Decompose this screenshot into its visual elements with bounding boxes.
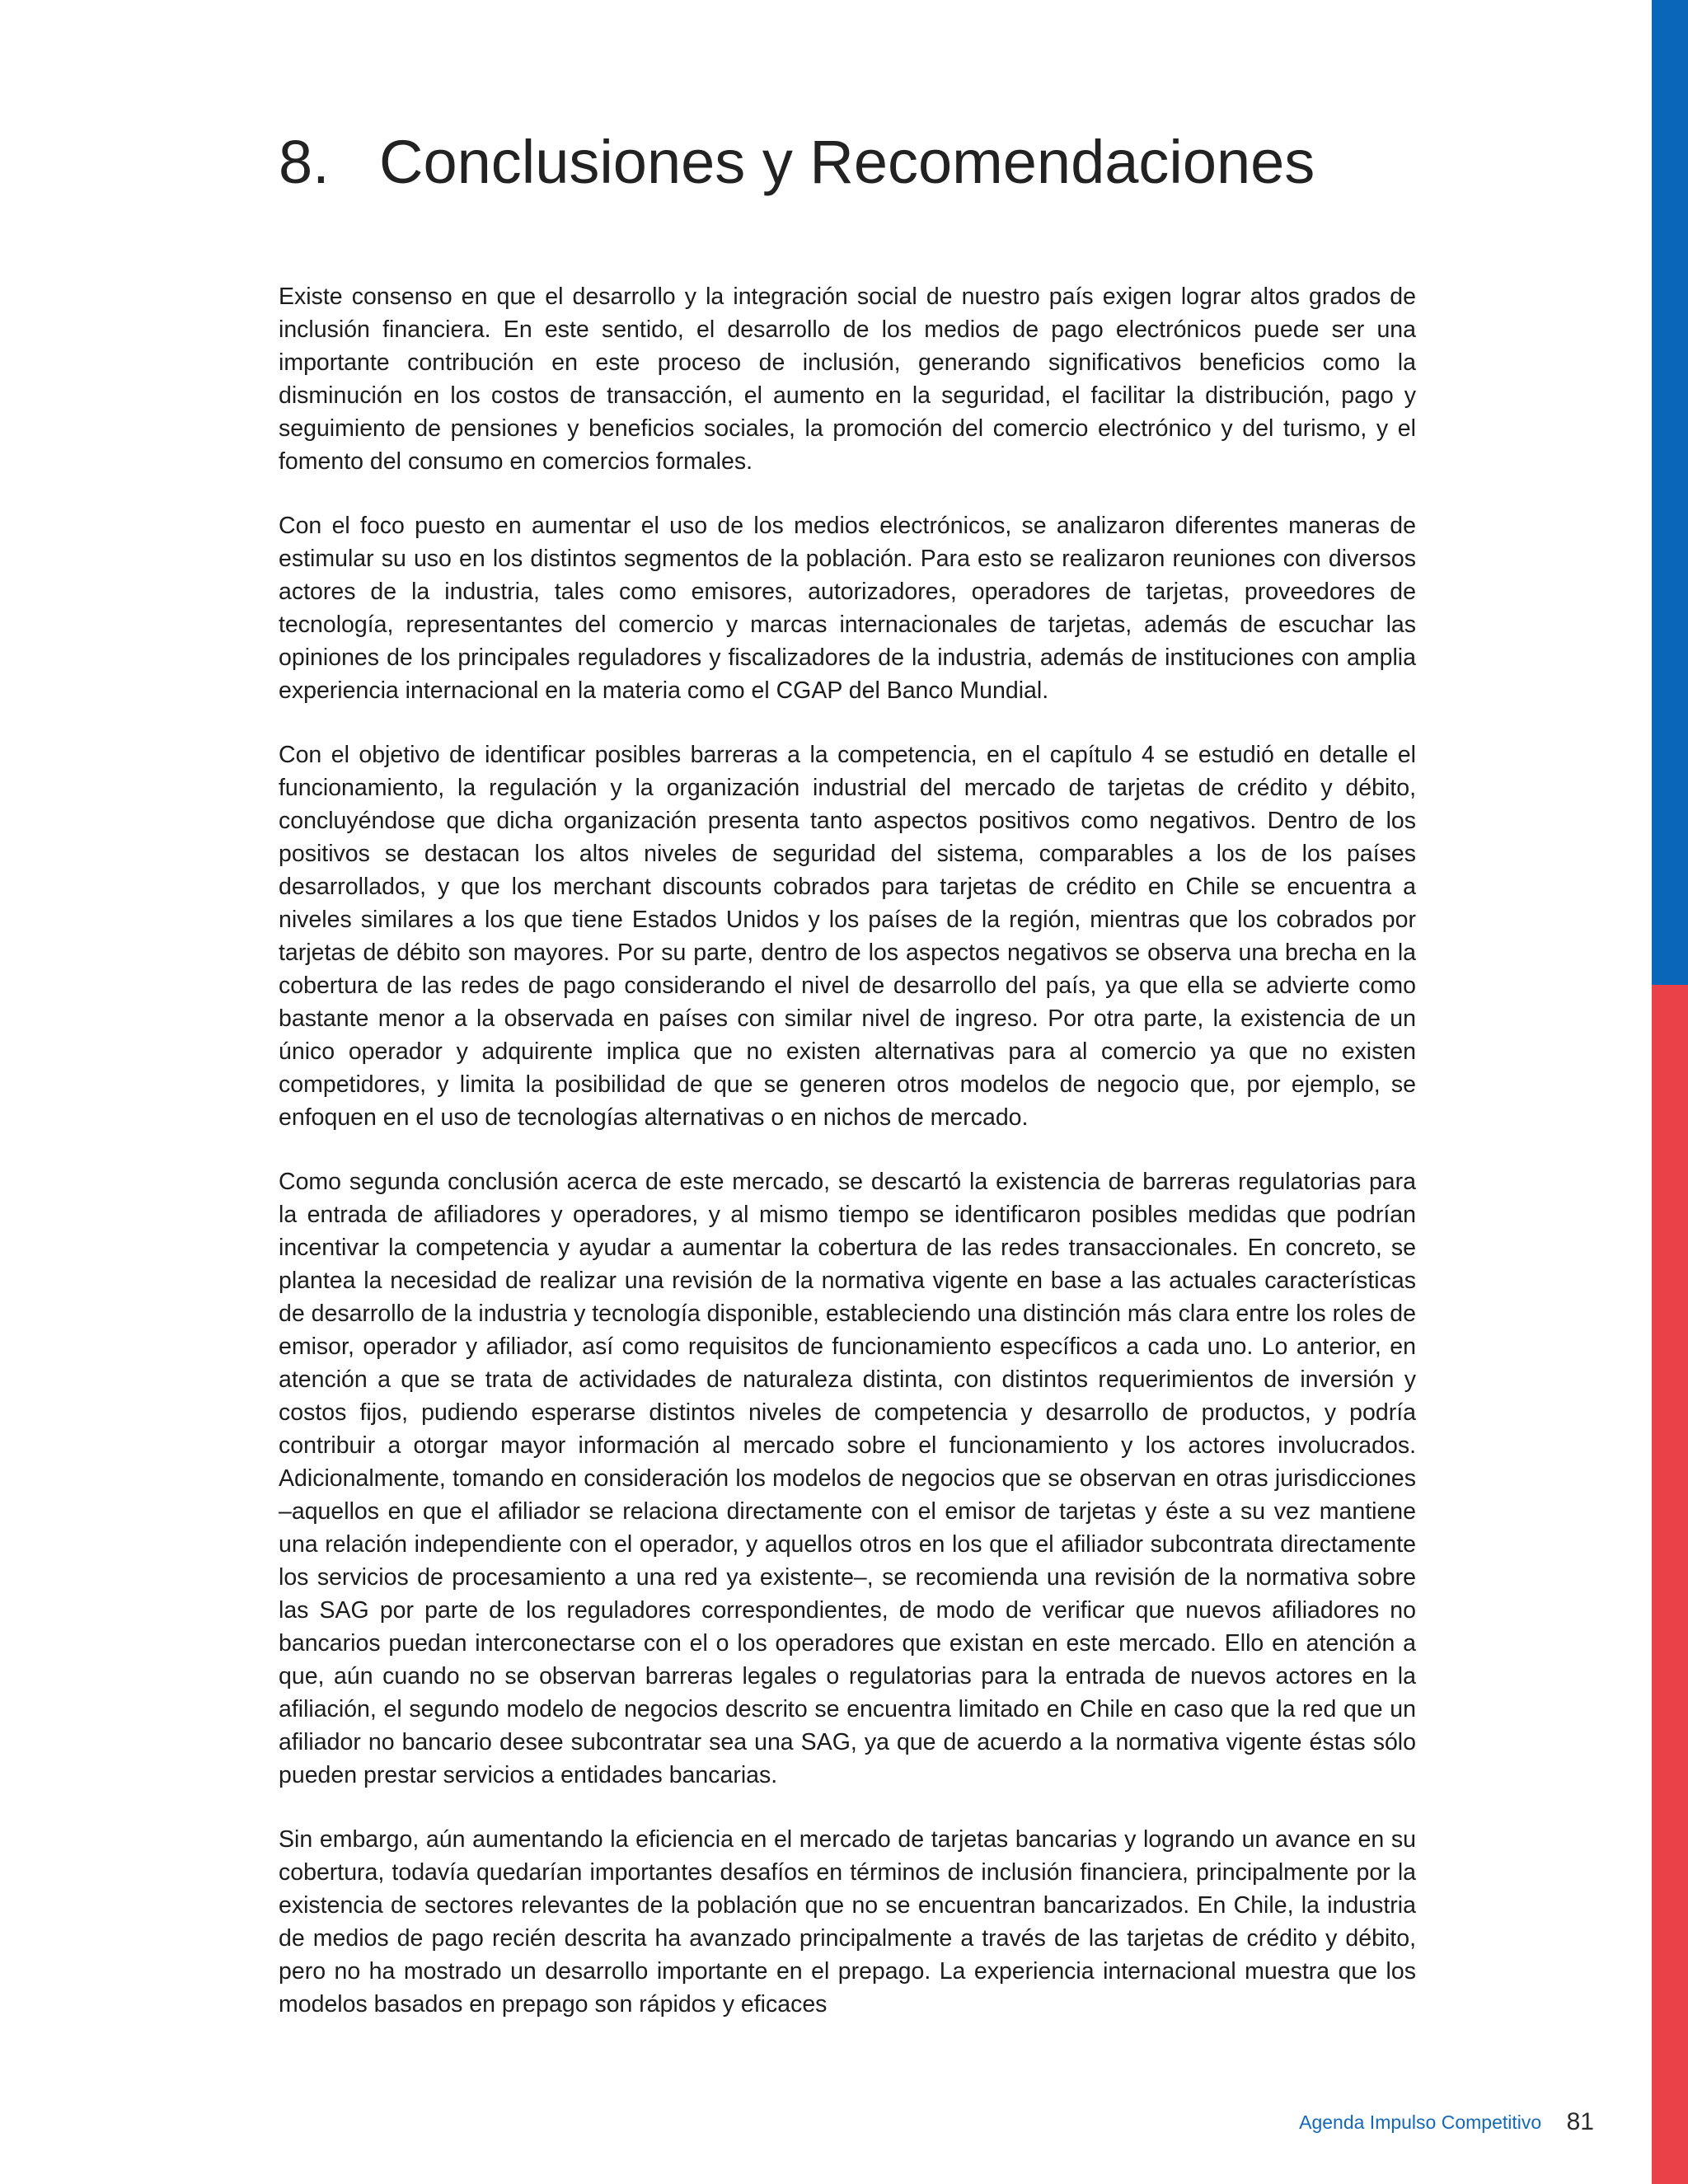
paragraph: Sin embargo, aún aumentando la eficiencia en el mercado de tarjetas bancarias y logrando un avance en su cobertura, todavía quedarían importantes desafíos en términos de inclusión financiera, principalmente por la existencia de sectores relevantes de la población que no se encuentran bancarizados. En Chile, la industria de medios de pago recién descrita ha avanzado principalmente a través de las tarjetas de crédito y débito, pero no ha mostrado un desarrollo importante en el prepago. La experiencia internacional muestra que los modelos basados en prepago son rápidos y eficaces — [279, 1826, 1416, 2018]
body-text — [279, 280, 1416, 2052]
paragraph: Existe consenso en que el desarrollo y la integración social de nuestro país exigen lograr altos grados de inclusión financiera. En este sentido, el desarrollo de los medios de pago electrónicos puede ser una importante contribución en este proceso de inclusión, generando significativos beneficios como la disminución en los costos de transacción, el aumento en la seguridad, el facilitar la distribución, pago y seguimiento de pensiones y beneficios sociales, la promoción del comercio electrónico y del turismo, y el fomento del consumo en comercios formales. — [279, 284, 1416, 475]
paragraph: Con el foco puesto en aumentar el uso de los medios electrónicos, se analizaron diferentes maneras de estimular su uso en los distintos segmentos de la población. Para esto se realizaron reuniones con diversos actores de la industria, tales como emisores, autorizadores, operadores de tarjetas, proveedores de tecnología, representantes del comercio y marcas internacionales de tarjetas, además de escuchar las opiniones de los principales reguladores y fiscalizadores de la industria, además de instituciones con amplia experiencia internacional en la materia como el CGAP del Banco Mundial. — [279, 513, 1416, 704]
paragraph: Con el objetivo de identificar posibles barreras a la competencia, en el capítulo 4 se estudió en detalle el funcionamiento, la regulación y la organización industrial del mercado de tarjetas de crédito y débito, concluyéndose que dicha organización presenta tanto aspectos positivos como negativos. Dentro de los positivos se destacan los altos niveles de seguridad del sistema, comparables a los de los países desarrollados, y que los merchant discounts cobrados para tarjetas de crédito en Chile se encuentra a niveles similares a los que tiene Estados Unidos y los países de la región, mientras que los cobrados por tarjetas de débito son mayores. Por su parte, dentro de los aspectos negativos se observa una brecha en la cobertura de las redes de pago considerando el nivel de desarrollo del país, ya que ella se advierte como bastante menor a la observada en países con similar nivel de ingreso. Por otra parte, la existencia de un único operador y adquirente implica que no existen alternativas para al comercio ya que no existen competidores, y limita la posibilidad de que se generen otros modelos de negocio que, por ejemplo, se enfoquen en el uso de tecnologías alternativas o en nichos de mercado. — [279, 742, 1416, 1131]
page-footer — [1299, 2110, 1594, 2135]
section-title: Conclusiones y Recomendaciones — [379, 128, 1315, 196]
page-number: 81 — [1566, 2108, 1594, 2135]
edge-bar-blue-segment — [1652, 0, 1688, 985]
paragraph: Como segunda conclusión acerca de este mercado, se descartó la existencia de barreras regulatorias para la entrada de afiliadores y operadores, y al mismo tiempo se identificaron posibles medidas que podrían incentivar la competencia y ayudar a aumentar la cobertura de las redes transaccionales. En concreto, se plantea la necesidad de realizar una revisión de la normativa vigente en base a las actuales características de desarrollo de la industria y tecnología disponible, estableciendo una distinción más clara entre los roles de emisor, operador y afiliador, así como requisitos de funcionamiento específicos a cada uno. Lo anterior, en atención a que se trata de actividades de naturaleza distinta, con distintos requerimientos de inversión y costos fijos, pudiendo esperarse distintos niveles de competencia y desarrollo de productos, y podría contribuir a otorgar mayor información al mercado sobre el funcionamiento y los actores involucrados. Adicionalmente, tomando en consideración los modelos de negocios que se observan en otras jurisdicciones –aquellos en que el afiliador se relaciona directamente con el emisor de tarjetas y éste a su vez mantiene una relación independiente con el operador, y aquellos otros en los que el afiliador subcontrata directamente los servicios de procesamiento a una red ya existente–, se recomienda una revisión de la normativa sobre las SAG por parte de los reguladores correspondientes, de modo de verificar que nuevos afiliadores no bancarios puedan interconectarse con el o los operadores que existan en este mercado. Ello en atención a que, aún cuando no se observan barreras legales o regulatorias para la entrada de nuevos actores en la afiliación, el segundo modelo de negocios descrito se encuentra limitado en Chile en caso que la red que un afiliador no bancario desee subcontratar sea una SAG, ya que de acuerdo a la normativa vigente éstas sólo pueden prestar servicios a entidades bancarias. — [279, 1169, 1416, 1788]
edge-bar-red-segment — [1652, 985, 1688, 2184]
publication-name: Agenda Impulso Competitivo — [1299, 2111, 1542, 2133]
page-edge-color-bar — [1652, 0, 1688, 2184]
section-heading — [279, 128, 1315, 196]
section-number: 8. — [279, 128, 330, 196]
